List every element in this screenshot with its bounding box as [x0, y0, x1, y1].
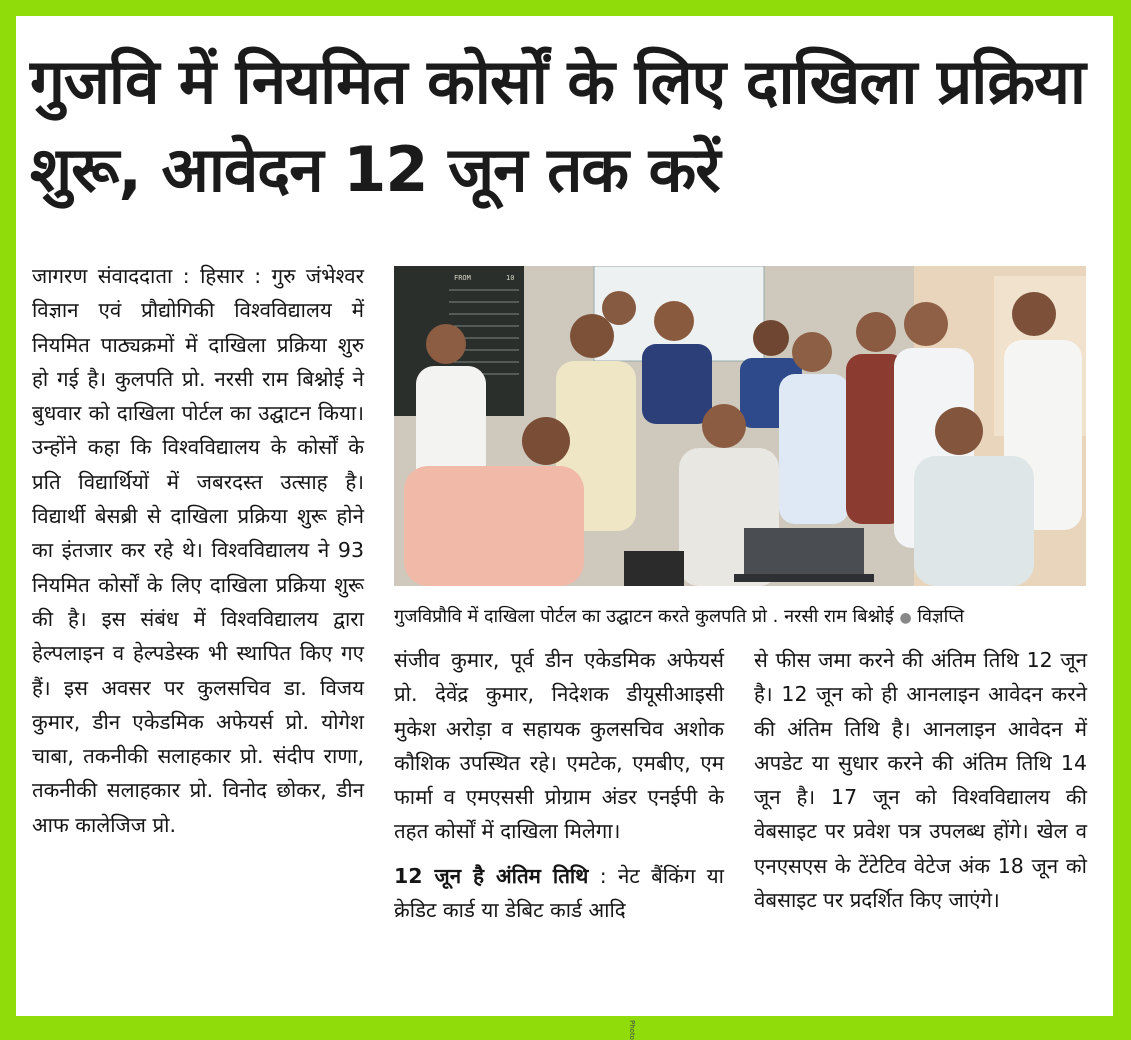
- side-credit: Photo: [628, 1020, 636, 1040]
- column-1-text: जागरण संवाददाता : हिसार : गुरु जंभेश्वर विज्ञान एवं प्रौद्योगिकी विश्वविद्यालय में नियमित पाठ्यक्रमों में दाखिला प्रक्रिया शुरु हो गई है। कुलपति प्रो. नरसी राम बिश्नोई ने बुधवार को दाखिला पोर्टल का उद्घाटन किया। उन्होंने कहा कि विश्वविद्यालय के कोर्सों के प्रति विद्यार्थियों में जबरदस्त उत्साह है। विद्यार्थी बेसब्री से दाखिला प्रक्रिया शुरू होने का इंतजार कर रहे थे। विश्वविद्यालय ने 93 नियमित कोर्सों के लिए दाखिला प्रक्रिया शुरू की है। इस संबंध में विश्वविद्यालय द्वारा हेल्पलाइन व हेल्पडेस्क भी स्थापित किए गए हैं। इस अवसर पर कुलसचिव डा. विजय कुमार, डीन एकेडमिक अफेयर्स प्रो. योगेश चाबा, तकनीकी सलाहकार प्रो. संदीप राणा, तकनीकी सलाहकार प्रो. विनोद छोकर, डीन आफ कालेजिज प्रो.: [32, 264, 364, 837]
- caption-credit: विज्ञप्ति: [917, 606, 965, 627]
- subhead-deadline: 12 जून है अंतिम तिथि: [394, 863, 589, 888]
- column-3-text: से फीस जमा करने की अंतिम तिथि 12 जून है। 12 जून को ही आनलाइन आवेदन करने की अंतिम तिथि है। आनलाइन आवेदन में अपडेट या सुधार करने की अंतिम तिथि 14 जून है। 17 जून को विश्वविद्यालय की वेबसाइट पर प्रवेश पत्र उपलब्ध होंगे। खेल व एनएसएस के टेंटेटिव वेटेज अंक 18 जून को वेबसाइट पर प्रदर्शित किए जाएंगे।: [754, 648, 1087, 913]
- article-column-1: [32, 259, 364, 842]
- headline: गुजवि में नियमित कोर्सों के लिए दाखिला प्रक्रिया शुरू, आवेदन 12 जून तक करें: [30, 45, 1085, 206]
- article-column-2: [394, 643, 724, 927]
- news-photo: [394, 266, 1086, 586]
- photo-illustration: [394, 266, 1086, 586]
- photo-caption: [394, 604, 1094, 631]
- board-value: 10: [506, 274, 515, 282]
- column-2-subsection: [394, 859, 724, 928]
- newspaper-clipping: [16, 16, 1113, 1040]
- article-column-3: [754, 643, 1087, 917]
- caption-text: गुजविप्रौवि में दाखिला पोर्टल का उद्घाटन करते कुलपति प्रो . नरसी राम बिश्नोई: [394, 606, 894, 627]
- column-2-text: संजीव कुमार, पूर्व डीन एकेडमिक अफेयर्स प्रो. देवेंद्र कुमार, निदेशक डीयूसीआइसी मुकेश अरोड़ा व सहायक कुलसचिव अशोक कौशिक उपस्थित रहे। एमटेक, एमबीए, एम फार्मा व एमएससी प्रोग्राम अंडर एनईपी के तहत कोर्सों में दाखिला मिलेगा।: [394, 648, 724, 844]
- board-label: FROM: [454, 274, 471, 282]
- caption-separator: ●: [899, 610, 912, 626]
- subhead-text: : नेट बैंकिंग या क्रेडिट कार्ड या डेबिट कार्ड आदि: [394, 863, 724, 923]
